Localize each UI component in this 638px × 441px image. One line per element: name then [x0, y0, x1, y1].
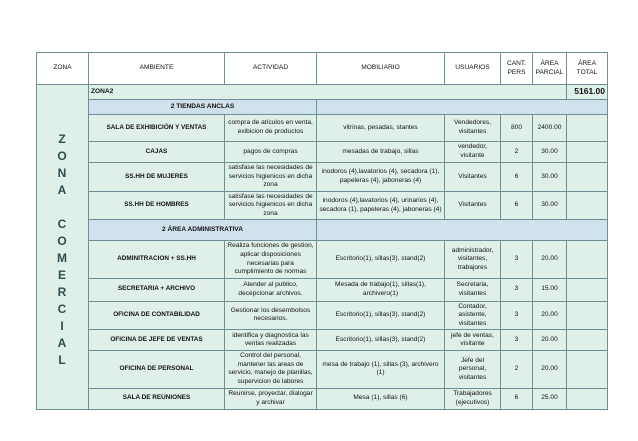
table-row [37, 142, 608, 163]
mobiliario-cell: Mesa (1), sillas (6) [317, 388, 445, 409]
section-spacer [317, 100, 608, 115]
section-row [37, 100, 608, 115]
mobiliario-cell: mesa de trabajo (1), sillas (3), archivero (1) [317, 351, 445, 388]
area-total-cell [567, 388, 608, 409]
area-parcial-cell: 25.00 [533, 388, 567, 409]
cant-pers-cell: 2 [501, 142, 533, 163]
table-row [37, 351, 608, 388]
zone-letter: R [57, 285, 68, 300]
table-row [37, 301, 608, 330]
ambiente-cell: SECRETARIA + ARCHIVO [89, 278, 225, 301]
mobiliario-cell: mesadas de trabajo, sillas [317, 142, 445, 163]
mobiliario-cell: Escritorio(1), sillas(3), stand(2) [317, 241, 445, 278]
area-total-cell [567, 278, 608, 301]
cant-pers-cell: 3 [501, 301, 533, 330]
header-actividad: ACTIVIDAD [225, 53, 317, 85]
zone-letter: E [57, 268, 67, 283]
mobiliario-cell: inodoros (4),lavatorios (4), urinarios (4), secadora (1), papeleras (4), jaboneras (4) [317, 191, 445, 220]
zone-letter [39, 199, 86, 216]
ambiente-cell: OFICINA DE CONTABILIDAD [89, 301, 225, 330]
cant-pers-cell: 2 [501, 351, 533, 388]
section-row [37, 220, 608, 241]
area-parcial-cell: 20.00 [533, 330, 567, 351]
actividad-cell: Realiza funciones de gestion, aplicar disposiciones necesarias para cumplimiento de normas [225, 241, 317, 278]
mobiliario-cell: Mesada de trabajo(1), sillas(1), archivero(1) [317, 278, 445, 301]
usuarios-cell: Jefe del personal, visitantes [445, 351, 501, 388]
zone-vertical-label [37, 85, 89, 410]
section-spacer [317, 220, 608, 241]
cant-pers-cell: 6 [501, 191, 533, 220]
mobiliario-cell: Escritorio(1), sillas(3), stand(2) [317, 330, 445, 351]
cant-pers-cell: 3 [501, 330, 533, 351]
zone-letter: M [57, 251, 68, 266]
usuarios-cell: Trabajadores (ejecutivos) [445, 388, 501, 409]
section-title: 2 TIENDAS ANCLAS [89, 100, 317, 115]
area-parcial-cell: 30.00 [533, 142, 567, 163]
actividad-cell: identifica y diagnostica las ventas realizadas [225, 330, 317, 351]
ambiente-cell: SALA DE REUNIONES [89, 388, 225, 409]
header-area-parcial: ÁREA PARCIAL [533, 53, 567, 85]
usuarios-cell: jefe de ventas, visitante [445, 330, 501, 351]
zone-letter: A [57, 336, 68, 351]
actividad-cell: Control del personal, mantener las areas de servicio, manejo de planillas, supervicion de labores [225, 351, 317, 388]
section-title: 2 ÁREA ADMINISTRATIVA [89, 220, 317, 241]
actividad-cell: Gestionar los desembolsos necesarios. [225, 301, 317, 330]
area-parcial-cell: 20.00 [533, 351, 567, 388]
table-row [37, 191, 608, 220]
zone-letter: N [57, 166, 68, 181]
cant-pers-cell: 800 [501, 115, 533, 142]
actividad-cell: Atender al publico, decepcionar archivos. [225, 278, 317, 301]
cant-pers-cell: 6 [501, 163, 533, 192]
area-parcial-cell: 30.00 [533, 163, 567, 192]
ambiente-cell: SS.HH DE MUJERES [89, 163, 225, 192]
area-total-cell [567, 191, 608, 220]
area-parcial-cell: 20.00 [533, 301, 567, 330]
area-parcial-cell: 2400.00 [533, 115, 567, 142]
header-row [37, 53, 608, 85]
actividad-cell: satisfase las necesidades de servicios higienicos en dicha zona [225, 163, 317, 192]
cant-pers-cell: 3 [501, 278, 533, 301]
area-total-cell [567, 142, 608, 163]
zone-letter: C [57, 302, 68, 317]
table-row [37, 115, 608, 142]
actividad-cell: satisfase las necesidades de servicios higienicos en dicha zona [225, 191, 317, 220]
program-table-sheet [36, 52, 607, 410]
table-row [37, 388, 608, 409]
area-total-cell [567, 241, 608, 278]
zone-letter: O [57, 149, 68, 164]
header-mobiliario: MOBILIARIO [317, 53, 445, 85]
zone-letter: O [57, 234, 68, 249]
ambiente-cell: SS.HH DE HOMBRES [89, 191, 225, 220]
ambiente-cell: CAJAS [89, 142, 225, 163]
header-area-total: ÁREA TOTAL [567, 53, 608, 85]
area-total-cell [567, 163, 608, 192]
mobiliario-cell: vitrinas, pesadas, stantes [317, 115, 445, 142]
zone-name: ZONA2 [89, 85, 567, 100]
actividad-cell: pagos de compras [225, 142, 317, 163]
usuarios-cell: Visitantes [445, 163, 501, 192]
zone-letter: L [58, 353, 67, 368]
usuarios-cell: vendedor, visitante [445, 142, 501, 163]
mobiliario-cell: inodoros (4),lavatorios (4), secadora (1), papeleras (4), jaboneras (4) [317, 163, 445, 192]
zone-letter: C [57, 217, 68, 232]
area-parcial-cell: 15.00 [533, 278, 567, 301]
cant-pers-cell: 6 [501, 388, 533, 409]
header-cant-pers: CANT. PERS [501, 53, 533, 85]
zone-total-area: 5161.00 [567, 85, 608, 100]
usuarios-cell: Secretaria, visitantes [445, 278, 501, 301]
header-ambiente: AMBIENTE [89, 53, 225, 85]
zone-letter: I [60, 319, 65, 334]
area-total-cell [567, 115, 608, 142]
ambiente-cell: OFICINA DE PERSONAL [89, 351, 225, 388]
actividad-cell: compra de atículos en venta, exibicion de productos [225, 115, 317, 142]
area-parcial-cell: 20.00 [533, 241, 567, 278]
ambiente-cell: SALA DE EXHIBICIÓN Y VENTAS [89, 115, 225, 142]
table-row [37, 163, 608, 192]
area-total-cell [567, 330, 608, 351]
area-total-cell [567, 301, 608, 330]
table-row [37, 278, 608, 301]
area-parcial-cell: 30.00 [533, 191, 567, 220]
header-zona: ZONA [37, 53, 89, 85]
usuarios-cell: Contador, asistente, visitantes [445, 301, 501, 330]
zone-letter: A [57, 183, 68, 198]
table-row [37, 330, 608, 351]
architectural-program-table [36, 52, 608, 410]
usuarios-cell: Vendedores, visitantes [445, 115, 501, 142]
zone-letter: Z [58, 132, 67, 147]
zone-row [37, 85, 608, 100]
usuarios-cell: administrador, visitantes, trabajores [445, 241, 501, 278]
usuarios-cell: Visitantes [445, 191, 501, 220]
table-row [37, 241, 608, 278]
ambiente-cell: OFICINA DE JEFE DE VENTAS [89, 330, 225, 351]
ambiente-cell: ADMINITRACION + SS.HH [89, 241, 225, 278]
actividad-cell: Reunirse, proyectar, dialogar y archivar [225, 388, 317, 409]
area-total-cell [567, 351, 608, 388]
mobiliario-cell: Escritorio(1), sillas(3), stand(2) [317, 301, 445, 330]
cant-pers-cell: 3 [501, 241, 533, 278]
header-usuarios: USUARIOS [445, 53, 501, 85]
